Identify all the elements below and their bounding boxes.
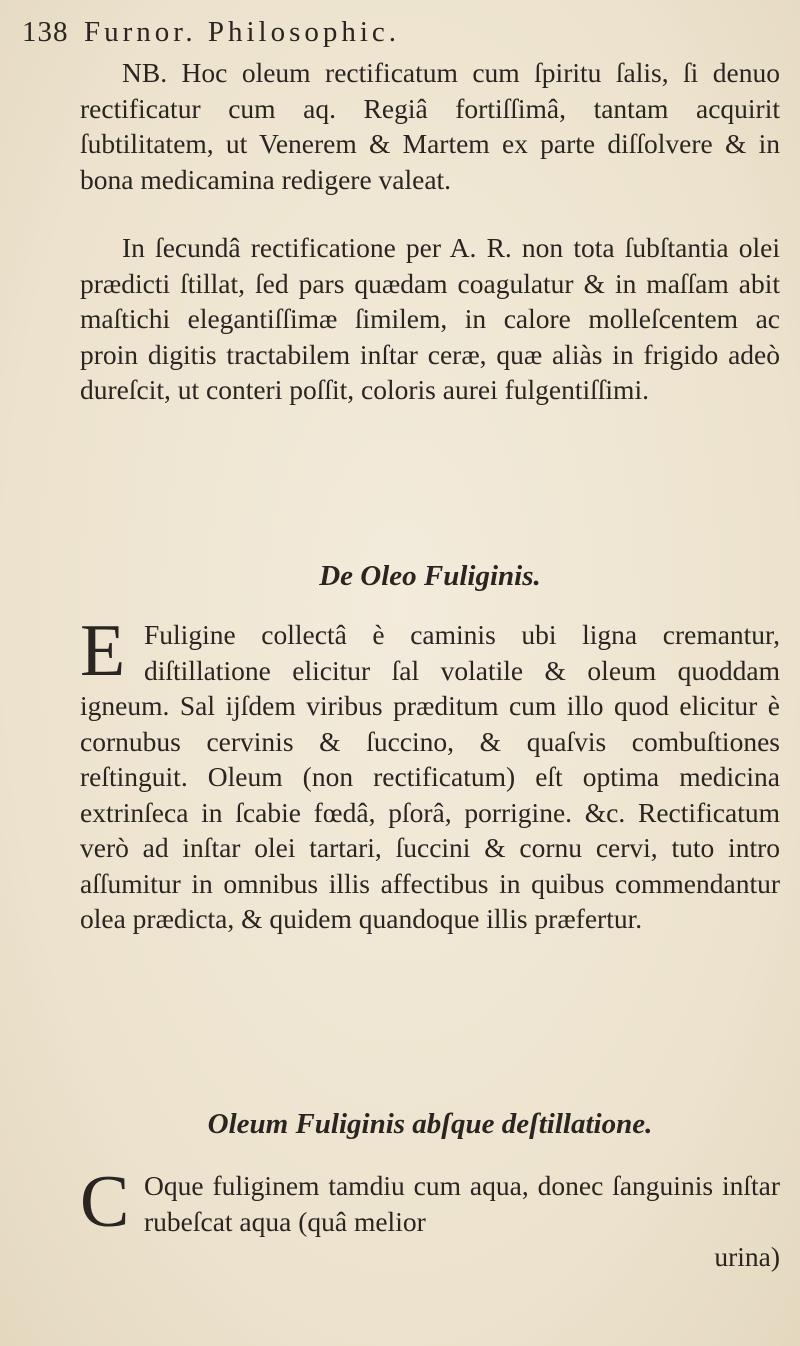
section2-paragraph: Oque fuliginem tamdiu cum aqua, donec ſanguinis inſtar rubeſcat aqua (quâ melior <box>144 1170 780 1237</box>
running-head <box>22 16 792 56</box>
section1-paragraph-block <box>80 610 780 937</box>
section1-paragraph: Fuligine collectâ è caminis ubi ligna cremantur, diſtillatione elicitur ſal volatile & oleum quoddam igneum. Sal ijſdem viribus præditum cum illo quod elicitur è cornubus cervinis & ſuccino, & quaſvis combuſtiones reſtinguit. Oleum (non rectificatum) eſt optima medicina extrinſeca in ſcabie fœdâ, pſorâ, porrigine. &c. Rectificatum verò ad inſtar olei tartari, ſuccini & cornu cervi, tuto intro aſſumitur in omnibus illis affectibus in quibus commendantur olea prædicta, & quidem quandoque illis præfertur. <box>80 619 780 934</box>
running-title: Furnor. Philosophic. <box>84 16 401 48</box>
section-title-de-oleo-fuliginis: De Oleo Fuliginis. <box>319 560 541 592</box>
section-title-oleum-absque-destillatione: Oleum Fuliginis abſque deſtillatione. <box>207 1108 653 1140</box>
catchword: urina) <box>714 1241 780 1272</box>
drop-cap-e: E <box>80 610 126 692</box>
drop-cap-c: C <box>80 1161 130 1243</box>
page-number: 138 <box>22 16 69 48</box>
section2-paragraph-block <box>80 1161 780 1275</box>
second-block <box>80 230 780 408</box>
second-paragraph: In ſecundâ rectificatione per A. R. non tota ſubſtantia olei prædicti ſtillat, ſed pars quædam coagulatur & in maſſam abit maſtichi elegantiſſimæ ſimilem, in calore molleſcentem ac proin digitis tractabilem inſtar ceræ, quæ aliàs in frigido adeò dureſcit, ut conteri poſſit, coloris aurei fulgentiſſimi. <box>80 232 780 405</box>
note-paragraph: NB. Hoc oleum rectificatum cum ſpiritu ſalis, ſi denuo rectificatur cum aq. Regiâ fortiſſimâ, tantam acquirit ſubtilitatem, ut Venerem & Martem ex parte diſſolvere & in bona medicamina redigere valeat. <box>80 57 780 195</box>
note-block <box>80 55 780 197</box>
